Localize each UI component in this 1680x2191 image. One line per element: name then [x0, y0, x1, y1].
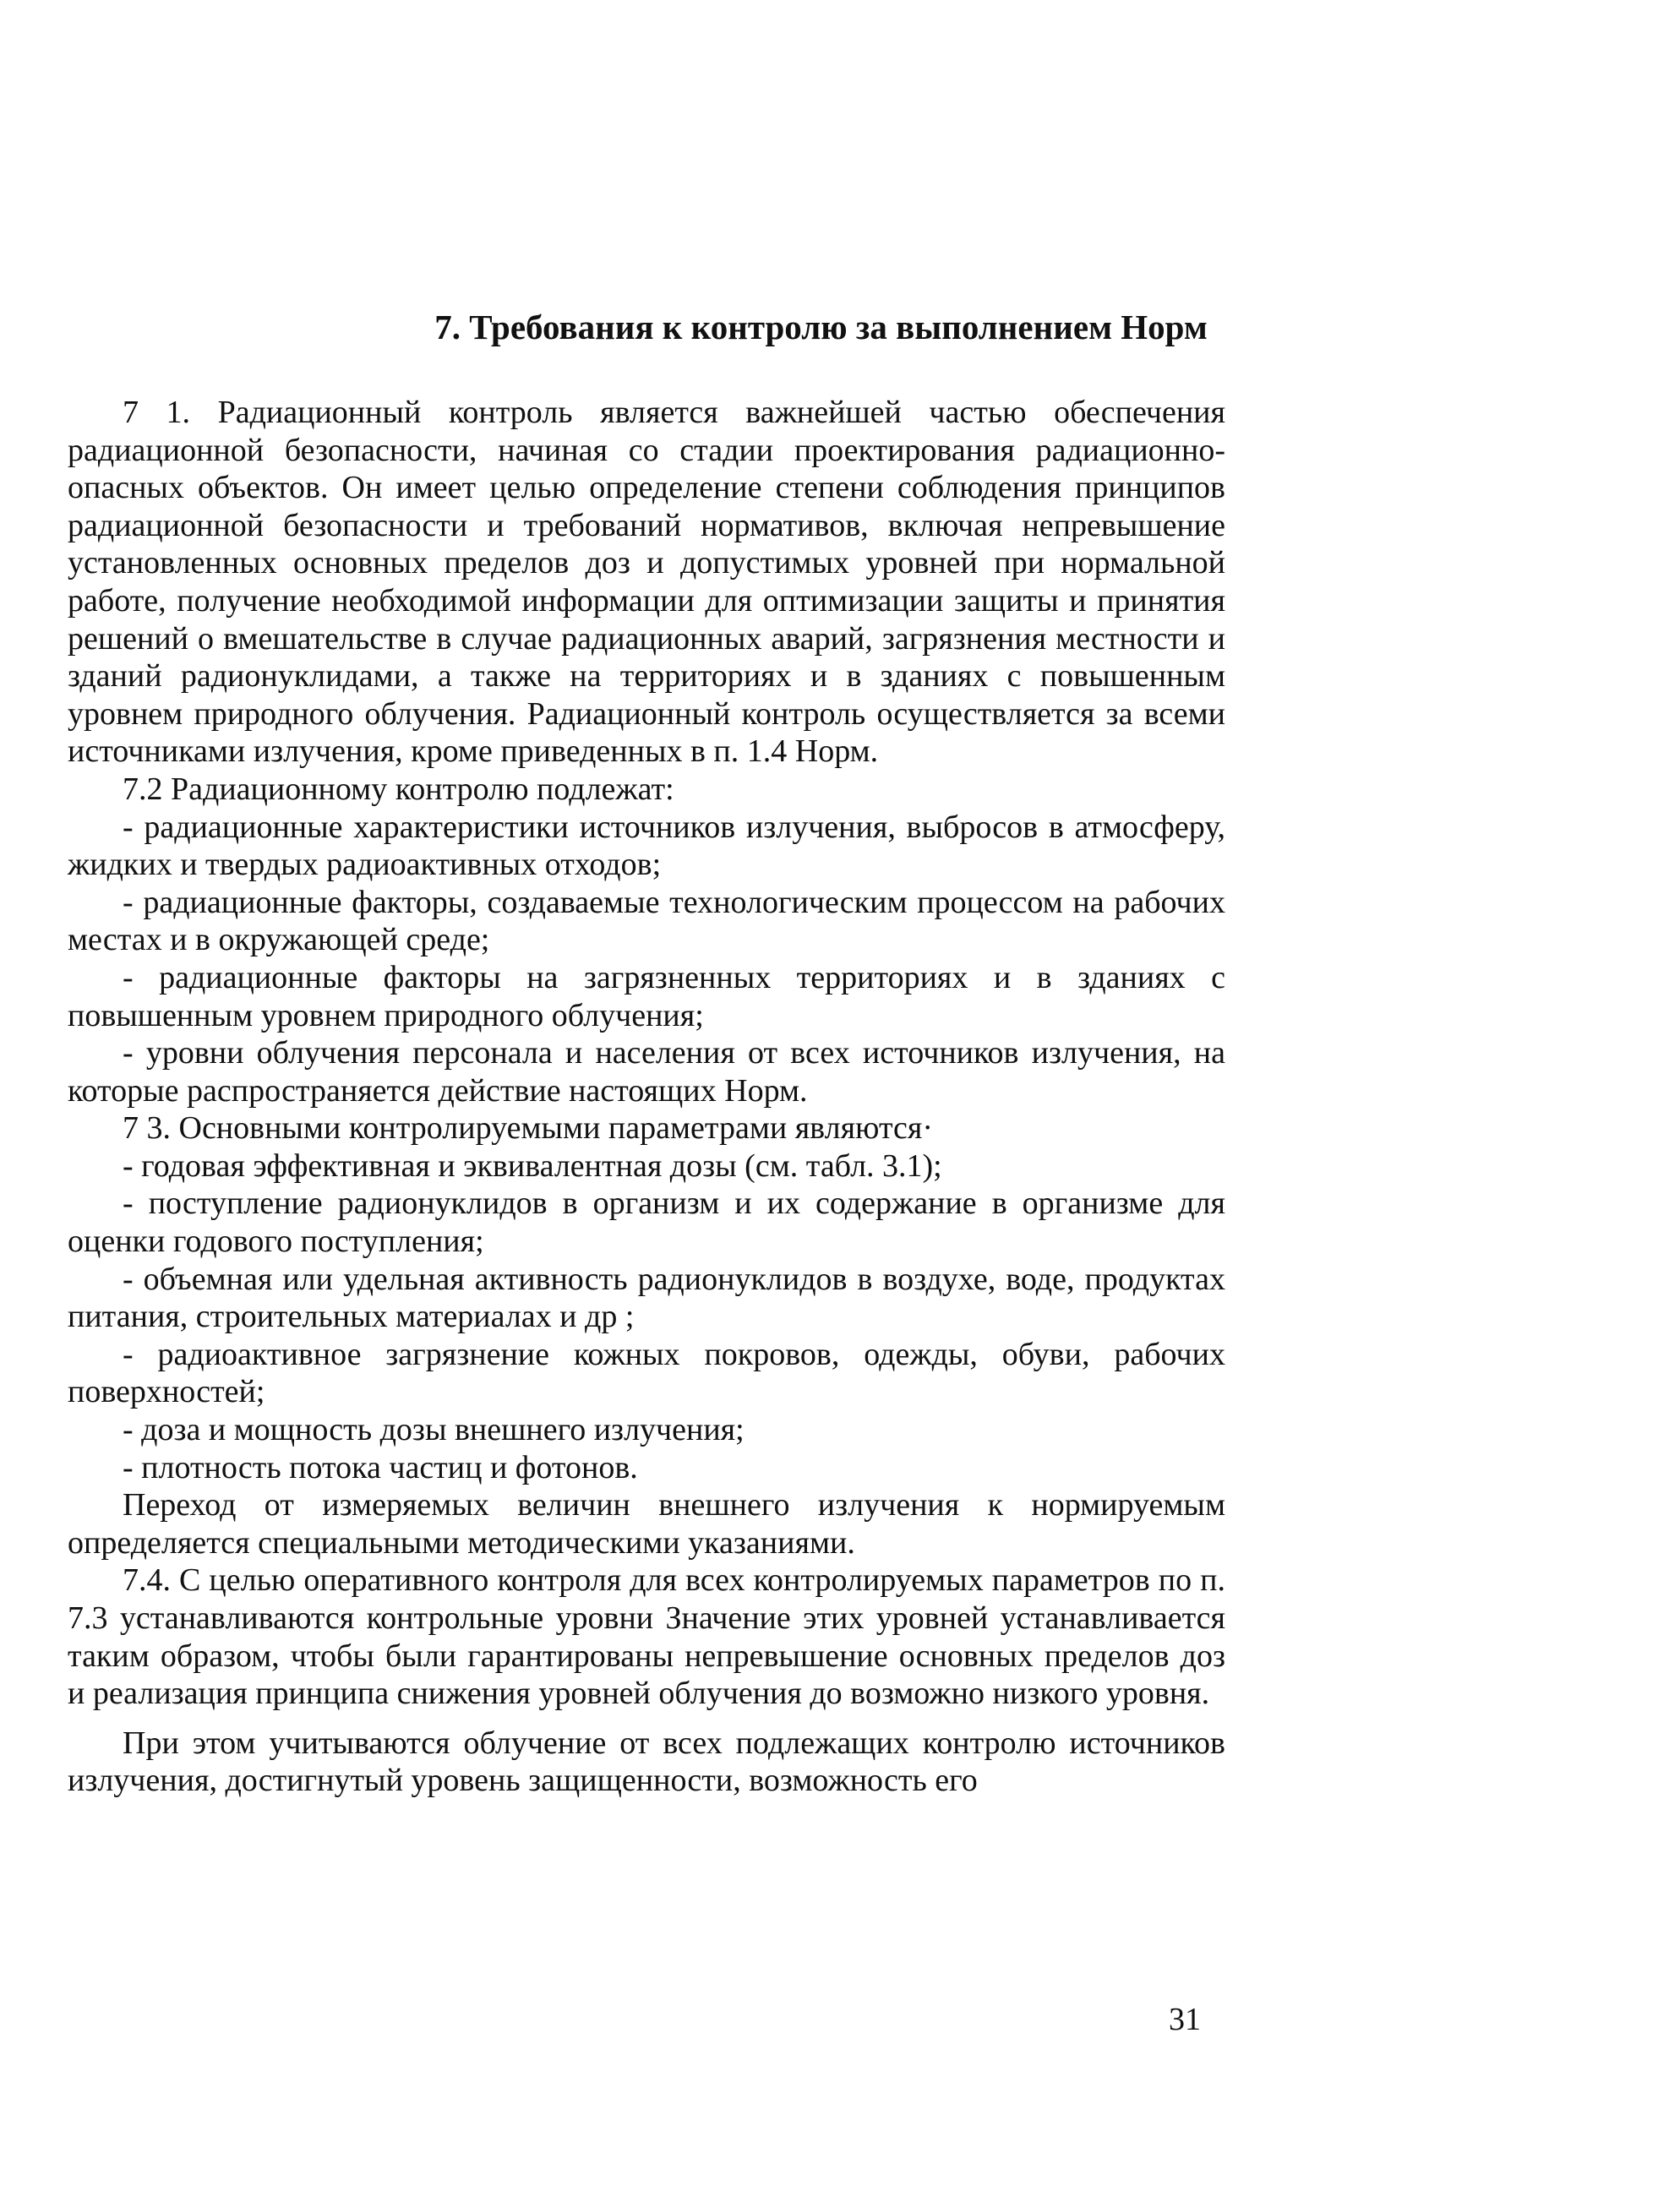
list-item-radionuclide-intake: - поступление радионуклидов в организм и их содержание в организме для оценки годового поступления; [68, 1185, 1225, 1260]
list-item-external-dose: - доза и мощность дозы внешнего излучения; [123, 1412, 745, 1448]
body-text [68, 394, 1225, 1800]
list-item-skin-contamination: - радиоактивное загрязнение кожных покровов, одежды, обуви, рабочих поверхностей; [68, 1336, 1225, 1410]
section-heading: 7. Требования к контролю за выполнением Норм [434, 308, 1208, 346]
paragraph-7-2: 7.2 Радиационному контролю подлежат: [123, 771, 674, 807]
list-item-particle-flux: - плотность потока частиц и фотонов. [123, 1449, 638, 1485]
page-number: 31 [1169, 2002, 1201, 2037]
paragraph-considerations: При этом учитываются облучение от всех подлежащих контролю источников излучения, достигнутый уровень защищенности, возможность его [68, 1725, 1225, 1799]
list-item-volumetric-activity: - объемная или удельная активность радионуклидов в воздухе, воде, продуктах питания, строительных материалах и др ; [68, 1261, 1225, 1335]
list-item-exposure-levels: - уровни облучения персонала и населения от всех источников излучения, на которые распространяется действие настоящих Норм. [68, 1035, 1225, 1109]
paragraph-measurement-transition: Переход от измеряемых величин внешнего излучения к нормируемым определяется специальными методическими указаниями. [68, 1487, 1225, 1561]
paragraph-7-3: 7 3. Основными контролируемыми параметрами являются· [123, 1110, 934, 1147]
paragraph-7-4: 7.4. С целью оперативного контроля для всех контролируемых параметров по п. 7.3 устанавливаются контрольные уровни Значение этих уровней устанавливается таким образом, чтобы были гарантированы непревышение основных пределов доз и реализация принципа снижения уровней облучения до возможно низкого уровня. [68, 1562, 1225, 1712]
list-item-annual-dose: - годовая эффективная и эквивалентная дозы (см. табл. 3.1); [123, 1147, 942, 1184]
list-item-workplace-factors: - радиационные факторы, создаваемые технологическим процессом на рабочих местах и в окружающей среде; [68, 884, 1225, 958]
list-item-source-characteristics: - радиационные характеристики источников излучения, выбросов в атмосферу, жидких и твердых радиоактивных отходов; [68, 809, 1225, 883]
paragraph-7-1: 7 1. Радиационный контроль является важнейшей частью обеспечения радиационной безопасности, начиная со стадии проектирования радиационно-опасных объектов. Он имеет целью определение степени соблюдения принципов радиационной безопасности и требований нормативов, включая непревышение установленных основных пределов доз и допустимых уровней при нормальной работе, получение необходимой информации для оптимизации защиты и принятия решений о вмешательстве в случае радиационных аварий, загрязнения местности и зданий радионуклидами, а также на территориях и в зданиях с повышенным уровнем природного облучения. Радиационный контроль осуществляется за всеми источниками излучения, кроме приведенных в п. 1.4 Норм. [68, 395, 1225, 770]
list-item-contaminated-territories: - радиационные факторы на загрязненных территориях и в зданиях с повышенным уровнем природного облучения; [68, 959, 1225, 1033]
